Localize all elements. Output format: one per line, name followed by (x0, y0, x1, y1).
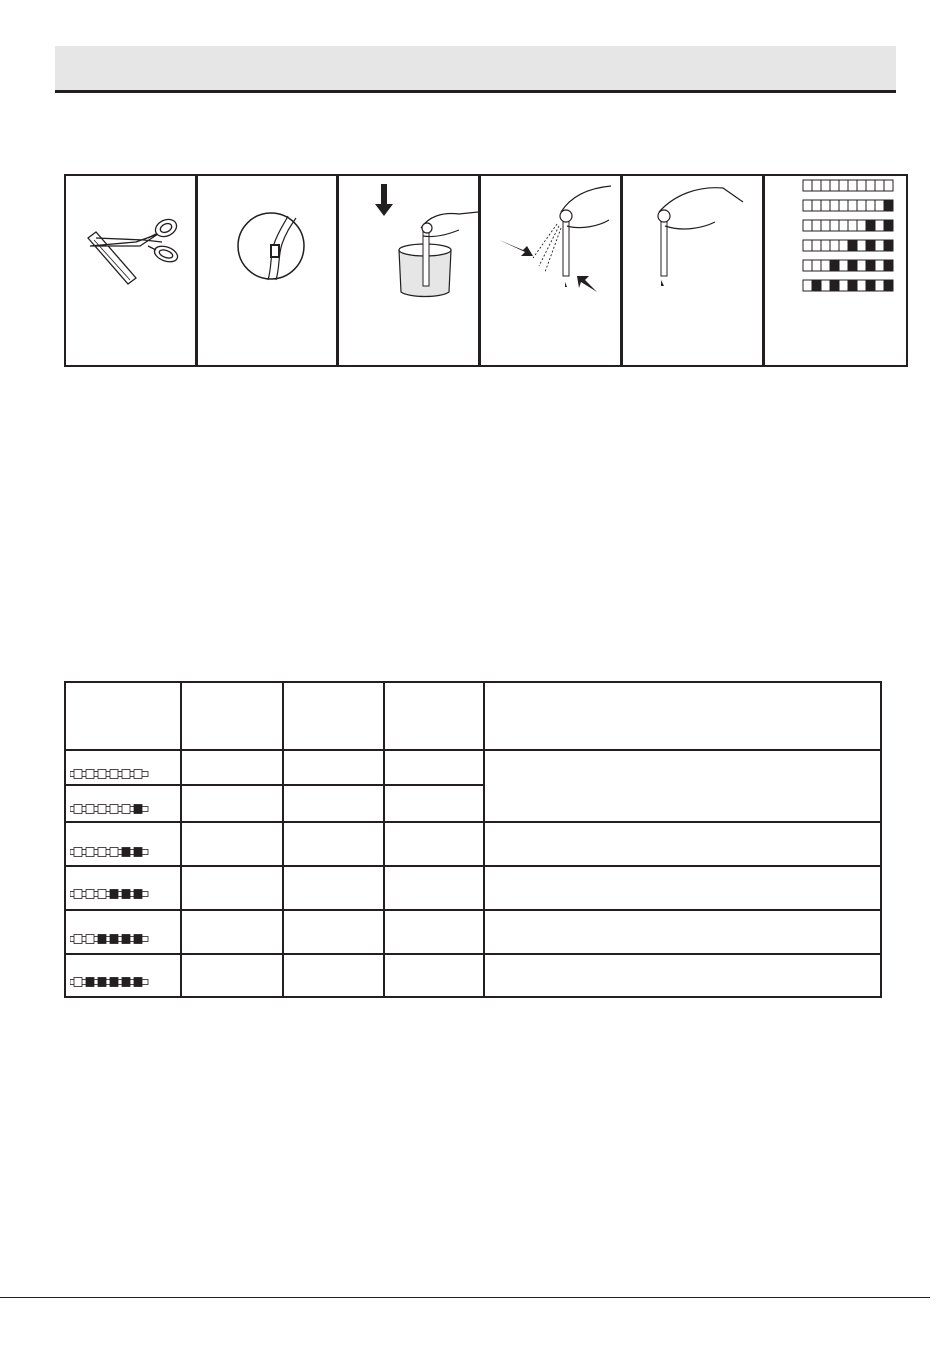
scale-segment-light (839, 280, 848, 291)
strip-pad-dark (98, 935, 106, 944)
scale-segment-light (821, 260, 830, 271)
strip-pad-dark (110, 935, 118, 944)
scale-segment-light (821, 200, 830, 211)
step-3-panel (337, 174, 480, 367)
strip-pad-light (74, 978, 82, 987)
scale-segment-light (848, 180, 857, 191)
test-strip-steps (64, 174, 908, 367)
strip-pad-light (74, 935, 82, 944)
hardness-strip-icon (70, 977, 150, 987)
strip-pad-dark (134, 935, 142, 944)
scale-segment-light (875, 220, 884, 231)
shake-strip-icon (481, 176, 620, 365)
scale-segment-light (821, 180, 830, 191)
strip-pad-light (122, 770, 130, 779)
strip-pad-dark (110, 890, 118, 899)
strip-pad-light (74, 805, 82, 814)
section-header-bar (55, 46, 896, 93)
step-2-panel (196, 174, 338, 367)
scale-segment-light (848, 220, 857, 231)
step-5-panel (621, 174, 764, 367)
strip-pad-light (86, 805, 94, 814)
strip-pad-light (86, 770, 94, 779)
strip-pad-dark (134, 978, 142, 987)
scale-segment-dark (884, 240, 893, 251)
scale-segment-dark (866, 220, 875, 231)
scale-segment-dark (830, 280, 839, 291)
scale-segment-light (839, 240, 848, 251)
strip-pad-light (86, 848, 94, 857)
table-column-divider (383, 683, 385, 996)
table-column-divider (180, 683, 182, 996)
scale-segment-light (866, 180, 875, 191)
table-column-divider (282, 683, 284, 996)
strip-pad-dark (134, 890, 142, 899)
scale-segment-dark (812, 280, 821, 291)
water-hardness-table (64, 681, 882, 998)
scale-segment-light (803, 220, 812, 231)
strip-pad-dark (122, 935, 130, 944)
scale-segment-light (839, 220, 848, 231)
scale-segment-dark (884, 260, 893, 271)
hold-strip-icon (623, 176, 762, 365)
scale-segment-light (803, 180, 812, 191)
scale-segment-light (812, 180, 821, 191)
strip-pad-light (110, 805, 118, 814)
strip-pad-dark (98, 978, 106, 987)
scale-segment-light (848, 200, 857, 211)
strip-pad-light (86, 935, 94, 944)
scale-segment-light (830, 200, 839, 211)
scale-segment-dark (830, 260, 839, 271)
scale-segment-light (875, 260, 884, 271)
scale-segment-light (803, 260, 812, 271)
scale-segment-light (839, 180, 848, 191)
scale-segment-light (839, 260, 848, 271)
scale-segment-light (857, 180, 866, 191)
scale-segment-light (866, 200, 875, 211)
scale-segment-light (875, 180, 884, 191)
scale-segment-dark (866, 240, 875, 251)
scale-segment-light (857, 280, 866, 291)
scale-segment-light (875, 280, 884, 291)
strip-pad-light (74, 890, 82, 899)
scale-segment-light (884, 180, 893, 191)
scale-segment-dark (866, 260, 875, 271)
scale-segment-dark (884, 280, 893, 291)
strip-pad-light (98, 805, 106, 814)
scale-segment-dark (884, 220, 893, 231)
scale-segment-light (821, 220, 830, 231)
scale-segment-light (803, 200, 812, 211)
scale-segment-light (857, 200, 866, 211)
scale-segment-light (812, 260, 821, 271)
strip-pad-light (110, 770, 118, 779)
strip-pad-light (98, 848, 106, 857)
table-row-divider (66, 821, 880, 823)
result-scale-icon (765, 176, 906, 365)
strip-pad-light (86, 890, 94, 899)
scale-segment-light (803, 240, 812, 251)
scale-segment-light (821, 240, 830, 251)
strip-pad-light (98, 770, 106, 779)
strip-pad-dark (122, 848, 130, 857)
scale-segment-light (830, 240, 839, 251)
scale-segment-dark (848, 280, 857, 291)
dip-strip-in-water-icon (339, 176, 478, 365)
scale-segment-light (821, 280, 830, 291)
scissors-cutting-strip-icon (66, 176, 195, 365)
step-4-panel (479, 174, 622, 367)
strip-pad-light (110, 848, 118, 857)
scale-segment-light (857, 240, 866, 251)
hardness-strip-icon (70, 934, 150, 944)
scale-segment-light (812, 220, 821, 231)
scale-segment-light (812, 240, 821, 251)
strip-pad-dark (134, 848, 142, 857)
scale-segment-light (830, 180, 839, 191)
strip-pad-light (74, 770, 82, 779)
strip-pad-dark (134, 805, 142, 814)
scale-segment-light (830, 220, 839, 231)
hardness-strip-icon (70, 847, 150, 857)
strip-pad-light (74, 848, 82, 857)
table-row-divider (66, 909, 880, 911)
scale-segment-light (803, 280, 812, 291)
strip-pad-dark (110, 978, 118, 987)
page-footer-rule (0, 1297, 930, 1298)
scale-segment-light (875, 200, 884, 211)
table-row-divider (66, 784, 483, 786)
strip-pad-light (122, 805, 130, 814)
scale-segment-dark (884, 200, 893, 211)
step-1-panel (64, 174, 197, 367)
strip-pad-dark (86, 978, 94, 987)
strip-pad-dark (122, 890, 130, 899)
step-6-panel (763, 174, 908, 367)
table-row-divider (66, 865, 880, 867)
scale-segment-dark (848, 240, 857, 251)
table-row-divider (66, 953, 880, 955)
strip-pad-light (98, 890, 106, 899)
scale-segment-light (839, 200, 848, 211)
strip-pad-dark (122, 978, 130, 987)
strip-close-up-icon (198, 176, 336, 365)
hardness-strip-icon (70, 769, 150, 779)
scale-segment-light (812, 200, 821, 211)
scale-segment-dark (848, 260, 857, 271)
strip-pad-light (134, 770, 142, 779)
scale-segment-light (875, 240, 884, 251)
table-header-divider (66, 749, 880, 751)
hardness-strip-icon (70, 804, 150, 814)
table-column-divider (483, 683, 485, 996)
scale-segment-light (857, 220, 866, 231)
hardness-strip-icon (70, 889, 150, 899)
scale-segment-light (857, 260, 866, 271)
scale-segment-dark (866, 280, 875, 291)
